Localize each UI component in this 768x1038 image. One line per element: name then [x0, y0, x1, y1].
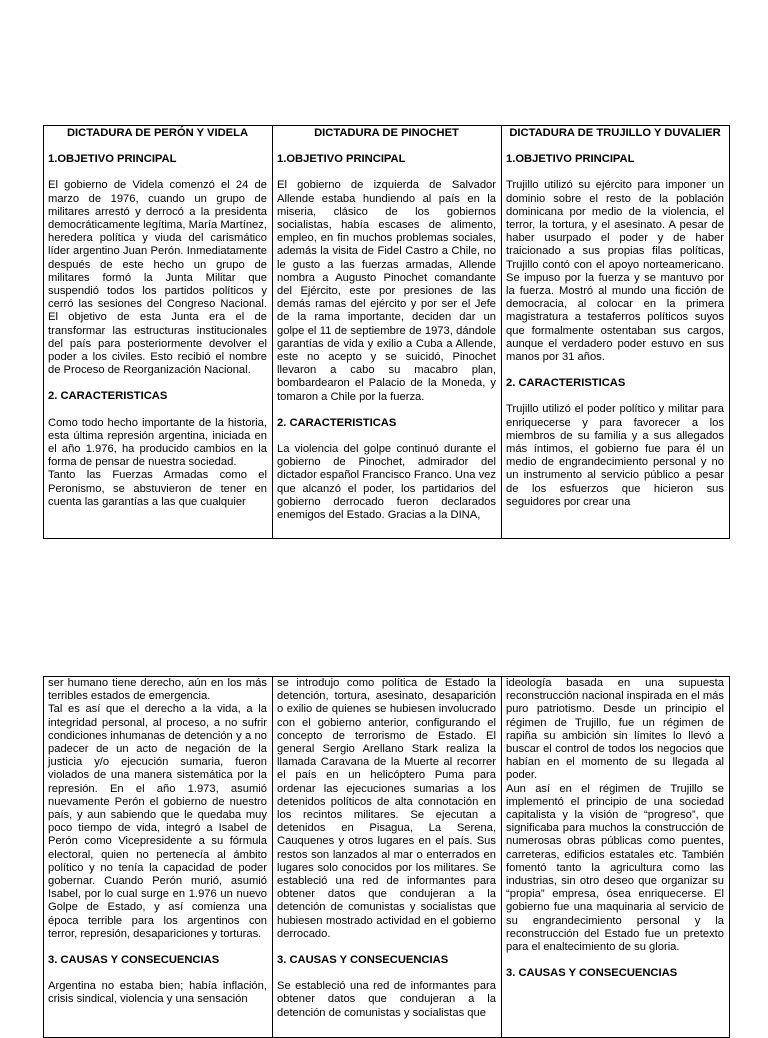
- paragraph: ser humano tiene derecho, aún en los más terribles estados de emergencia.: [48, 677, 267, 703]
- paragraph: Como todo hecho importante de la historia, esta última represión argentina, iniciada en el año 1.976, ha producido cambios en la forma de pensar de nuestra sociedad.: [48, 416, 267, 469]
- column-title: DICTADURA DE PINOCHET: [314, 127, 459, 139]
- paragraph: Argentina no estaba bien; había inflación, crisis sindical, violencia y una sensación: [48, 980, 267, 1006]
- comparison-table-page-2: [43, 676, 730, 1038]
- column-title: DICTADURA DE PERÓN Y VIDELA: [66, 127, 249, 139]
- column-pinochet: [273, 677, 502, 1038]
- paragraph: Se estableció una red de informantes para obtener datos que condujeran a la detención de comunistas y socialistas que: [277, 980, 496, 1019]
- paragraph: El gobierno de izquierda de Salvador Allende estaba hundiendo al país en la miseria, clásico de los gobiernos socialistas, había escases de alimento, empleo, en fin muchos problemas sociales, además la visita de Fidel Castro a Chile, no le gusto a las fuerzas armadas, Allende nombra a Augusto Pinochet comandante del Ejército, este por presiones de las demás ramas del ejército y por ser el Jefe de la rama importante, deciden dar un golpe el 11 de septiembre de 1973, dándole garantías de vida y exilio a Cuba a Allende, este no acepto y se suicidó, Pinochet llevaron a cabo su macabro plan, bombardearon el Palacio de la Moneda, y tomaron a Chile por la fuerza.: [277, 179, 496, 403]
- paragraph: Tal es así que el derecho a la vida, a la integridad personal, al proceso, a no sufrir condiciones inhumanas de detención y a no padecer de un acto de negación de la justicia y/o ejecución sumaria, fueron violados de una manera sistemática por la represión. En el año 1.973, asumió nuevamente Perón el gobierno de nuestro país, y aun sabiendo que le quedaba muy poco tiempo de vida, integró a Isabel de Perón como Vicepresidente a su fórmula electoral, quien no pertenecía al ámbito político y no tenía la capacidad de poder gobernar. Cuando Perón murió, asumió Isabel, por lo cual surge en 1.976 un nuevo Golpe de Estado, y así comienza una época terrible para los argentinos con terror, represión, desapariciones y torturas.: [48, 703, 267, 940]
- section-heading: 3. CAUSAS Y CONSECUENCIAS: [506, 967, 678, 980]
- column-peron-videla: [44, 677, 273, 1038]
- column-trujillo-duvalier: [502, 126, 730, 539]
- paragraph: ideología basada en una supuesta reconstrucción nacional inspirada en el más puro patriotismo. Desde un principio el régimen de Trujillo, fue un régimen de rapiña su ambición sin límites lo llevó a buscar el control de todos los negocios que habían en el momento de su llegada al poder.: [506, 677, 724, 782]
- paragraph: Trujillo utilizó el poder político y militar para enriquecerse y para favorecer a los miembros de su familia y a sus allegados más íntimos, el gobierno fue para él un medio de engrandecimiento personal y no un instrumento al servicio público a pesar de los esfuerzos que hicieron sus seguidores por crear una: [506, 403, 724, 508]
- section-heading: 3. CAUSAS Y CONSECUENCIAS: [277, 954, 449, 967]
- column-peron-videla: [44, 126, 273, 539]
- paragraph: Aun así en el régimen de Trujillo se implementó el principio de una sociedad capitalista y la visión de “progreso”, que significaba para muchos la construcción de numerosas obras públicas como puentes, carreteras, edificios estatales etc. También fomentó tanto la agricultura como las industrias, sin otro deseo que organizar su “propia” empresa, ósea enriquecerse. El gobierno fue una maquinaria al servicio de su engrandecimiento personal y la reconstrucción del Estado fue un pretexto para el enaltecimiento de su gloria.: [506, 782, 724, 954]
- paragraph: La violencia del golpe continuó durante el gobierno de Pinochet, admirador del dictador español Francisco Franco. Una vez que alcanzó el poder, los partidarios del gobierno derrocado fueron declarados enemigos del Estado. Gracias a la DINA,: [277, 443, 496, 522]
- table-row: [44, 677, 730, 1038]
- section-heading: 1.OBJETIVO PRINCIPAL: [506, 153, 635, 166]
- section-heading: 2. CARACTERISTICAS: [277, 416, 397, 429]
- section-heading: 2. CARACTERISTICAS: [48, 390, 168, 403]
- column-trujillo-duvalier: [502, 677, 730, 1038]
- comparison-table-page-1: [43, 125, 730, 539]
- paragraph: Trujillo utilizó su ejército para imponer un dominio sobre el resto de la población dominicana por medio de la violencia, el terror, la tortura, y el asesinato. A pesar de haber usurpado el poder y de haber traicionado a sus propias filas políticas, Trujillo contó con el apoyo norteamericano. Se impuso por la fuerza y se mantuvo por la fuerza. Mostró al mundo una ficción de democracia, al colocar en la primera magistratura a testaferros políticos suyos que formalmente ostentaban sus cargos, aunque el verdadero poder estuvo en sus manos por 31 años.: [506, 179, 724, 364]
- section-heading: 1.OBJETIVO PRINCIPAL: [277, 153, 406, 166]
- section-heading: 1.OBJETIVO PRINCIPAL: [48, 153, 177, 166]
- paragraph: Tanto las Fuerzas Armadas como el Peronismo, se abstuvieron de tener en cuenta las garantías a las que cualquier: [48, 469, 267, 508]
- column-pinochet: [273, 126, 502, 539]
- section-heading: 2. CARACTERISTICAS: [506, 377, 626, 390]
- section-heading: 3. CAUSAS Y CONSECUENCIAS: [48, 954, 220, 967]
- column-title: DICTADURA DE TRUJILLO Y DUVALIER: [509, 127, 721, 139]
- paragraph: El gobierno de Videla comenzó el 24 de marzo de 1976, cuando un grupo de militares arrestó y derrocó a la presidenta democráticamente legítima, María Martínez, heredera política y viuda del carismático líder argentino Juan Perón. Inmediatamente después de este hecho un grupo de militares formó la Junta Militar que suspendió todos los partidos políticos y cerró las sesiones del Congreso Nacional. El objetivo de esta Junta era el de transformar las estructuras institucionales del país para posteriormente devolver el poder a los civiles. Esto recibió el nombre de Proceso de Reorganización Nacional.: [48, 179, 267, 377]
- paragraph: se introdujo como política de Estado la detención, tortura, asesinato, desaparición o exilio de quienes se hubiesen involucrado con el gobierno anterior, configurando el concepto de terrorismo de Estado. El general Sergio Arellano Stark realiza la llamada Caravana de la Muerte al recorrer el país en un helicóptero Puma para ordenar las ejecuciones sumarias a los detenidos políticos de alta connotación en los recintos militares. Se ejecutan a detenidos en Pisagua, La Serena, Cauquenes y otros lugares en el país. Sus restos son lanzados al mar o enterrados en lugares solo conocidos por los militares. Se estableció una red de informantes para obtener datos que condujeran a la detención de comunistas y socialistas que hubiesen mostrado actividad en el gobierno derrocado.: [277, 677, 496, 940]
- table-row: [44, 126, 730, 539]
